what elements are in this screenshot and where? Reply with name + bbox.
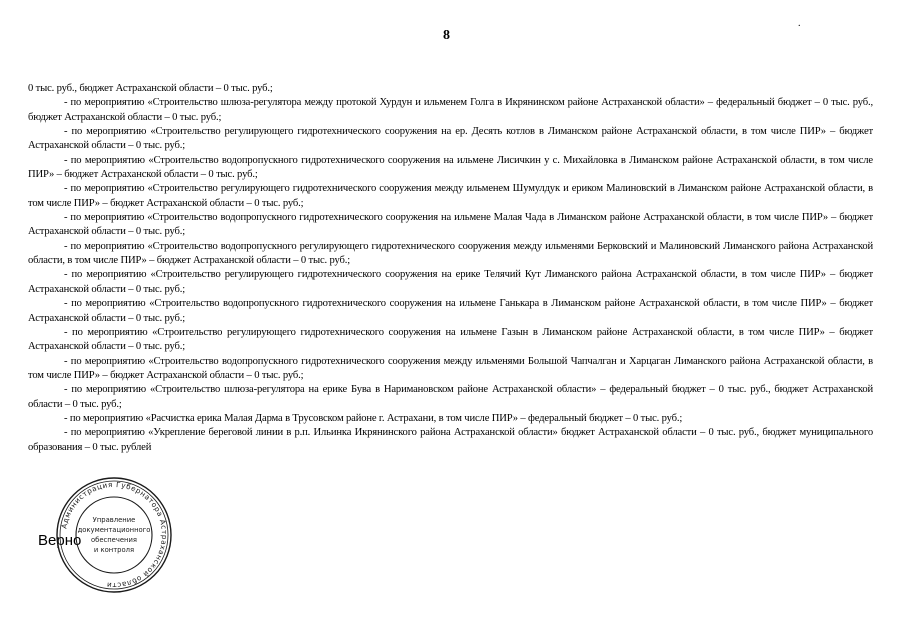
paragraph: - по мероприятию «Строительство шлюза-регулятора на ерике Бува в Наримановском районе Астраханской области» – федеральный бюджет – 0 тыс. руб., бюджет Астраханской области – 0 тыс. руб.; — [28, 384, 873, 410]
paragraph: - по мероприятию «Строительство водопропускного регулирующего гидротехнического сооружения между ильменями Берковский и Малиновский Лиманского района Астраханской области, в том числе ПИР» – бюджет Астраханской области – 0 тыс. руб.; — [28, 240, 873, 267]
official-stamp — [55, 476, 173, 594]
document-body — [28, 82, 873, 455]
paragraph: - по мероприятию «Строительство регулирующего гидротехнического сооружения на ер. Десять котлов в Лиманском районе Астраханской области, в том числе ПИР» – бюджет Астраханской области – 0 тыс. руб.; — [28, 126, 873, 152]
stamp-inner-line: и контроля — [93, 546, 135, 554]
paragraph: - по мероприятию «Укрепление береговой линии в р.п. Ильинка Икрянинского района Астраханской области» бюджет Астраханской области – 0 тыс. руб., бюджет муниципального образования – 0 тыс. рублей — [28, 427, 873, 453]
paragraph: - по мероприятию «Строительство водопропускного гидротехнического сооружения между ильменями Большой Чапчалган и Харцаган Лиманского района Астраханской области, в том числе ПИР» – бюджет Астраханской области – 0 тыс. руб.; — [28, 355, 873, 381]
paragraph: - по мероприятию «Строительство шлюза-регулятора между протокой Хурдун и ильменем Голга в Икрянинском районе Астраханской области» – федеральный бюджет – 0 тыс. руб., бюджет Астраханской области – 0 тыс. руб.; — [28, 97, 873, 123]
paragraph: - по мероприятию «Строительство регулирующего гидротехнического сооружения между ильменем Шумулдук и ериком Малиновский в Лиманском районе Астраханской области, в том числе ПИР» – бюджет Астраханской области – 0 тыс. руб.; — [28, 183, 873, 209]
stamp-inner-line: документационного — [77, 526, 151, 534]
verno-label: Верно — [38, 532, 82, 549]
paragraph: 0 тыс. руб., бюджет Астраханской области – 0 тыс. руб.; — [28, 83, 273, 94]
paragraph: - по мероприятию «Строительство регулирующего гидротехнического сооружения на ерике Телячий Кут Лиманского района Астраханской области, в том числе ПИР» – бюджет Астраханской области – 0 тыс. руб.; — [28, 269, 873, 295]
page-number: 8 — [443, 28, 450, 43]
stamp-inner-line: обеспечения — [90, 536, 138, 544]
paragraph: - по мероприятию «Строительство водопропускного гидротехнического сооружения на ильмене Лисичкин у с. Михайловка в Лиманском районе Астраханской области, в том числе ПИР» – бюджет Астраханской области – 0 тыс. руб.; — [28, 154, 873, 181]
paragraph: - по мероприятию «Расчистка ерика Малая Дарма в Трусовском районе г. Астрахани, в том числе ПИР» – федеральный бюджет – 0 тыс. руб.; — [64, 412, 683, 424]
stamp-outer-text: Администрация Губернатора Астраханской области — [59, 479, 170, 591]
paragraph: - по мероприятию «Строительство водопропускного гидротехнического сооружения на ильмене Малая Чада в Лиманском районе Астраханской области, в том числе ПИР» – бюджет Астраханской области – 0 тыс. руб.; — [28, 212, 873, 238]
top-mark: . — [798, 18, 801, 29]
stamp-inner-line: Управление — [92, 516, 136, 524]
paragraph: - по мероприятию «Строительство регулирующего гидротехнического сооружения на ильмене Газын в Лиманском районе Астраханской области, в том числе ПИР» – бюджет Астраханской области – 0 тыс. руб.; — [28, 326, 873, 353]
paragraph: - по мероприятию «Строительство водопропускного гидротехнического сооружения на ильмене Ганькара в Лиманском районе Астраханской области, в том числе ПИР» – бюджет Астраханской области – 0 тыс. руб.; — [28, 298, 873, 324]
